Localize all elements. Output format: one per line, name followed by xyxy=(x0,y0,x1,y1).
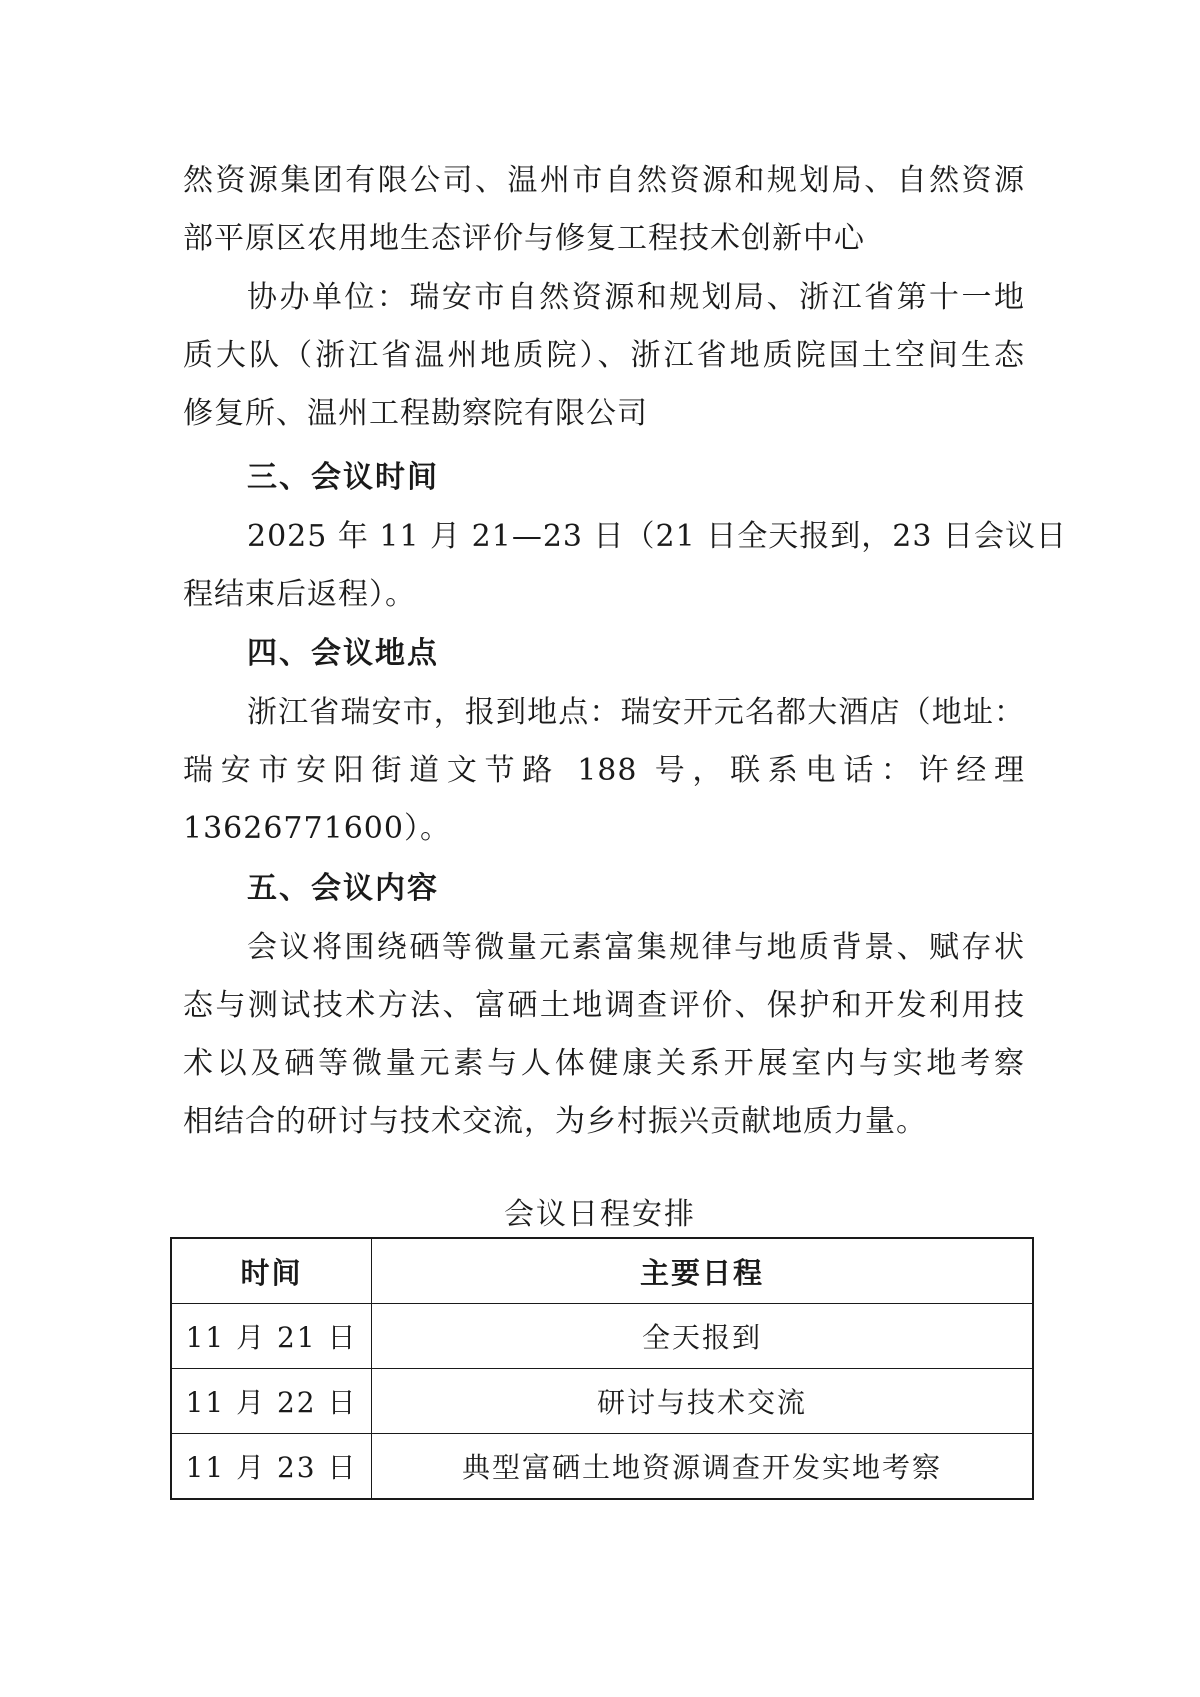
schedule-table-caption: 会议日程安排 xyxy=(504,1197,696,1232)
paragraph-line: 然资源集团有限公司、温州市自然资源和规划局、自然资源 xyxy=(183,163,1025,198)
schedule-item-cell: 研讨与技术交流 xyxy=(372,1369,1033,1434)
section-heading-time: 三、会议时间 xyxy=(247,460,439,495)
schedule-date-cell: 11 月 23 日 xyxy=(171,1434,372,1500)
column-header-agenda: 主要日程 xyxy=(372,1238,1033,1304)
paragraph-line: 2025 年 11 月 21—23 日（21 日全天报到，23 日会议日 xyxy=(247,519,1067,554)
paragraph-line: 程结束后返程）。 xyxy=(183,577,416,612)
schedule-date-cell: 11 月 22 日 xyxy=(171,1369,372,1434)
schedule-item-cell: 典型富硒土地资源调查开发实地考察 xyxy=(372,1434,1033,1500)
paragraph-line: 瑞安市安阳街道文节路 188 号，联系电话：许经理 xyxy=(183,753,1025,788)
paragraph-organizers xyxy=(183,152,1025,268)
paragraph-content xyxy=(183,919,1025,1151)
paragraph-line: 质大队（浙江省温州地质院）、浙江省地质院国土空间生态 xyxy=(183,338,1025,373)
table-row xyxy=(171,1369,1033,1434)
schedule-table xyxy=(170,1237,1034,1500)
schedule-item-cell: 全天报到 xyxy=(372,1304,1033,1369)
section-heading-content: 五、会议内容 xyxy=(247,871,439,906)
paragraph-line: 协办单位：瑞安市自然资源和规划局、浙江省第十一地 xyxy=(247,280,1025,315)
table-header-row xyxy=(171,1238,1033,1304)
paragraph-line: 会议将围绕硒等微量元素富集规律与地质背景、赋存状 xyxy=(247,930,1025,965)
schedule-date-cell: 11 月 21 日 xyxy=(171,1304,372,1369)
paragraph-line: 态与测试技术方法、富硒土地调查评价、保护和开发利用技 xyxy=(183,988,1025,1023)
section-heading-place: 四、会议地点 xyxy=(247,636,439,671)
paragraph-line: 相结合的研讨与技术交流，为乡村振兴贡献地质力量。 xyxy=(183,1104,927,1139)
table-row xyxy=(171,1434,1033,1500)
paragraph-line: 部平原区农用地生态评价与修复工程技术创新中心 xyxy=(183,221,865,256)
paragraph-assisting-units xyxy=(183,269,1025,443)
paragraph-line: 13626771600）。 xyxy=(183,811,451,846)
paragraph-place xyxy=(183,684,1025,858)
paragraph-time xyxy=(183,508,1067,624)
paragraph-line: 修复所、温州工程勘察院有限公司 xyxy=(183,396,648,431)
table-row xyxy=(171,1304,1033,1369)
paragraph-line: 浙江省瑞安市，报到地点：瑞安开元名都大酒店（地址： xyxy=(247,695,1025,730)
paragraph-line: 术以及硒等微量元素与人体健康关系开展室内与实地考察 xyxy=(183,1046,1025,1081)
column-header-time: 时间 xyxy=(171,1238,372,1304)
